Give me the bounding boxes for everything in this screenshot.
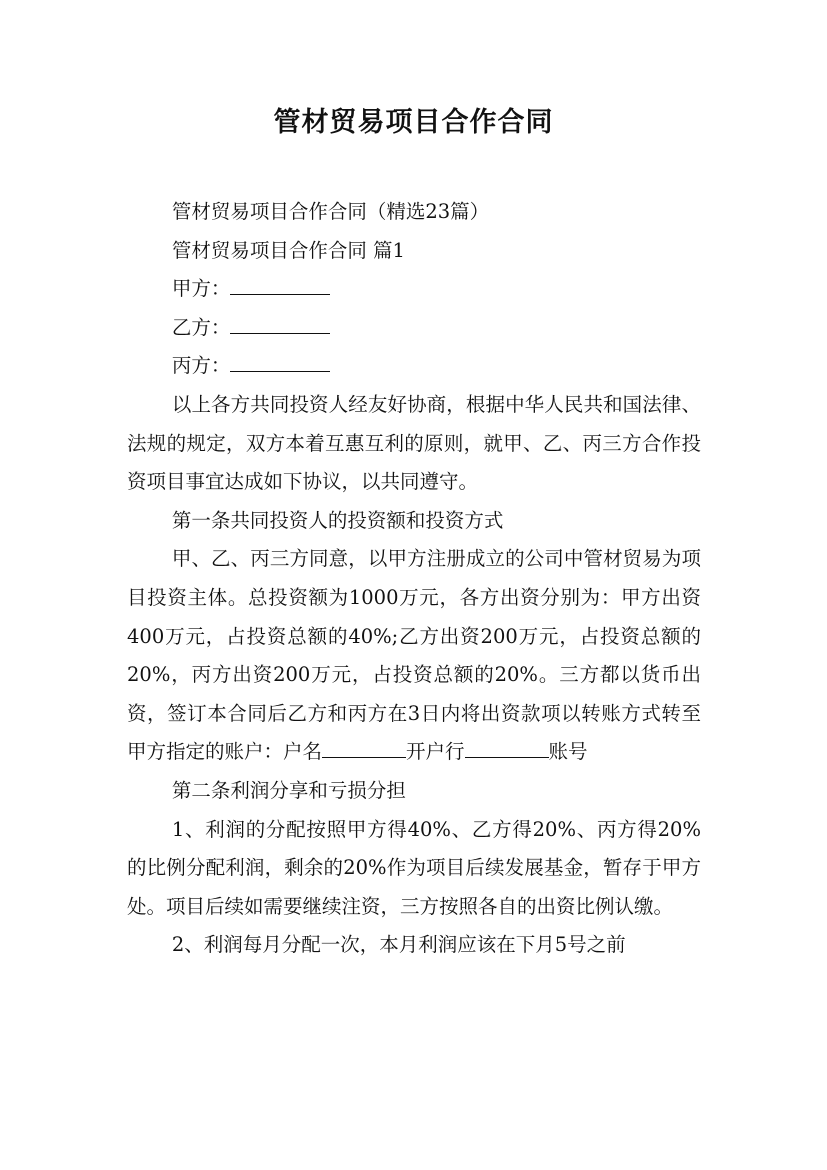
article2-item2: 2、利润每月分配一次，本月利润应该在下月5号之前 — [171, 933, 626, 957]
party-b-blank — [230, 332, 330, 334]
article2-heading: 第二条利润分享和亏损分担 — [171, 778, 406, 802]
party-b-line — [127, 309, 701, 348]
article1-text: 甲、乙、丙三方同意，以甲方注册成立的公司中管材贸易为项目投资主体。总投资额为1000万元，各方出资分别为：甲方出资400万元，占投资总额的40%;乙方出资200万元，占投资总额的20%，丙方出资200万元，占投资总额的20%。三方都以货币出资，签订本合同后乙方和丙方在3日内将出资款项以转账方式转至甲方指定的账户：户名 — [127, 547, 701, 764]
account-name-blank — [322, 756, 406, 758]
party-c-label: 丙方： — [171, 354, 231, 378]
party-b-label: 乙方： — [171, 315, 231, 339]
document-body — [127, 193, 701, 965]
document-title: 管材贸易项目合作合同 — [273, 107, 554, 138]
document-subtitle: 管材贸易项目合作合同（精选23篇） — [171, 200, 490, 223]
party-a-blank — [230, 293, 330, 295]
article1-body — [127, 540, 701, 772]
party-a-label: 甲方： — [171, 277, 231, 301]
intro-paragraph: 以上各方共同投资人经友好协商，根据中华人民共和国法律、法规的规定，双方本着互惠互利的原则，就甲、乙、丙三方合作投资项目事宜达成如下协议，以共同遵守。 — [127, 392, 701, 494]
chapter-heading: 管材贸易项目合作合同 篇1 — [171, 238, 405, 262]
account-bank-label: 开户行 — [406, 740, 465, 764]
account-number-label: 账号 — [548, 740, 588, 764]
account-bank-blank — [465, 756, 549, 758]
party-c-blank — [230, 370, 330, 372]
article2-item1: 1、利润的分配按照甲方得40%、乙方得20%、丙方得20%的比例分配利润，剩余的20%作为项目后续发展基金，暂存于甲方处。项目后续如需要继续注资，三方按照各自的出资比例认缴。 — [127, 817, 701, 918]
article1-heading: 第一条共同投资人的投资额和投资方式 — [171, 508, 504, 532]
party-a-line — [127, 270, 701, 309]
party-c-line — [127, 347, 701, 386]
